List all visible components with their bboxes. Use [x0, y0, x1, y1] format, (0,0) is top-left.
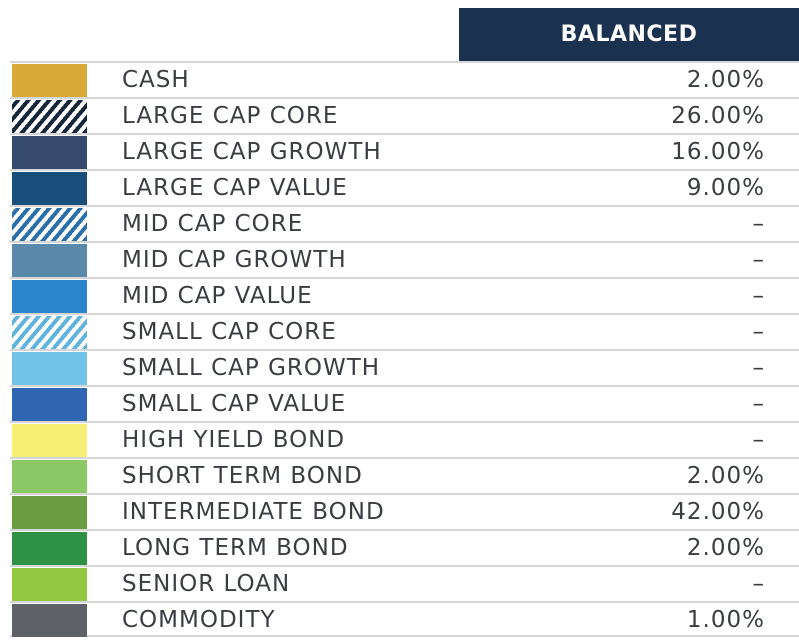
table-row: [10, 97, 799, 133]
color-swatch: [12, 532, 87, 565]
allocation-value: 26.00%: [671, 103, 765, 129]
table-row: [10, 241, 799, 277]
column-header-label: BALANCED: [560, 22, 698, 47]
table-row: [10, 277, 799, 313]
color-swatch: [12, 136, 87, 169]
color-swatch: [12, 316, 87, 349]
allocation-value: 2.00%: [686, 67, 765, 93]
color-swatch: [12, 100, 87, 133]
table-row: [10, 133, 799, 169]
asset-class-label: MID CAP CORE: [122, 211, 304, 237]
asset-class-label: SENIOR LOAN: [122, 571, 291, 597]
allocation-value: –: [752, 427, 765, 453]
asset-class-label: MID CAP VALUE: [122, 283, 313, 309]
asset-class-label: LONG TERM BOND: [122, 535, 349, 561]
table-row: [10, 169, 799, 205]
table-row: [10, 349, 799, 385]
asset-class-label: LARGE CAP VALUE: [122, 175, 348, 201]
asset-class-label: SHORT TERM BOND: [122, 463, 363, 489]
allocation-value: –: [752, 355, 765, 381]
asset-class-label: LARGE CAP CORE: [122, 103, 339, 129]
allocation-value: 42.00%: [671, 499, 765, 525]
color-swatch: [12, 460, 87, 493]
table-row: [10, 205, 799, 241]
asset-class-label: MID CAP GROWTH: [122, 247, 347, 273]
color-swatch: [12, 388, 87, 421]
color-swatch: [12, 352, 87, 385]
color-swatch: [12, 208, 87, 241]
asset-class-label: COMMODITY: [122, 607, 276, 633]
asset-class-label: LARGE CAP GROWTH: [122, 139, 382, 165]
asset-class-label: SMALL CAP VALUE: [122, 391, 347, 417]
allocation-value: 2.00%: [686, 463, 765, 489]
table-row: [10, 493, 799, 529]
color-swatch: [12, 496, 87, 529]
table-row: [10, 565, 799, 601]
allocation-table: [10, 61, 799, 637]
table-row: [10, 385, 799, 421]
color-swatch: [12, 172, 87, 205]
asset-class-label: HIGH YIELD BOND: [122, 427, 346, 453]
asset-class-label: SMALL CAP CORE: [122, 319, 337, 345]
allocation-value: –: [752, 571, 765, 597]
table-row: [10, 313, 799, 349]
allocation-value: 9.00%: [686, 175, 765, 201]
allocation-value: –: [752, 247, 765, 273]
color-swatch: [12, 280, 87, 313]
color-swatch: [12, 64, 87, 97]
allocation-value: 1.00%: [686, 607, 765, 633]
allocation-value: –: [752, 283, 765, 309]
table-row: [10, 61, 799, 97]
table-row: [10, 529, 799, 565]
color-swatch: [12, 244, 87, 277]
color-swatch: [12, 568, 87, 601]
allocation-value: 2.00%: [686, 535, 765, 561]
color-swatch: [12, 424, 87, 457]
allocation-value: –: [752, 211, 765, 237]
table-row: [10, 421, 799, 457]
allocation-value: –: [752, 391, 765, 417]
table-row: [10, 457, 799, 493]
allocation-value: –: [752, 319, 765, 345]
column-header-balanced: [459, 8, 799, 61]
asset-class-label: INTERMEDIATE BOND: [122, 499, 385, 525]
asset-class-label: SMALL CAP GROWTH: [122, 355, 381, 381]
allocation-value: 16.00%: [671, 139, 765, 165]
table-row: [10, 601, 799, 637]
asset-class-label: CASH: [122, 67, 190, 93]
color-swatch: [12, 604, 87, 637]
